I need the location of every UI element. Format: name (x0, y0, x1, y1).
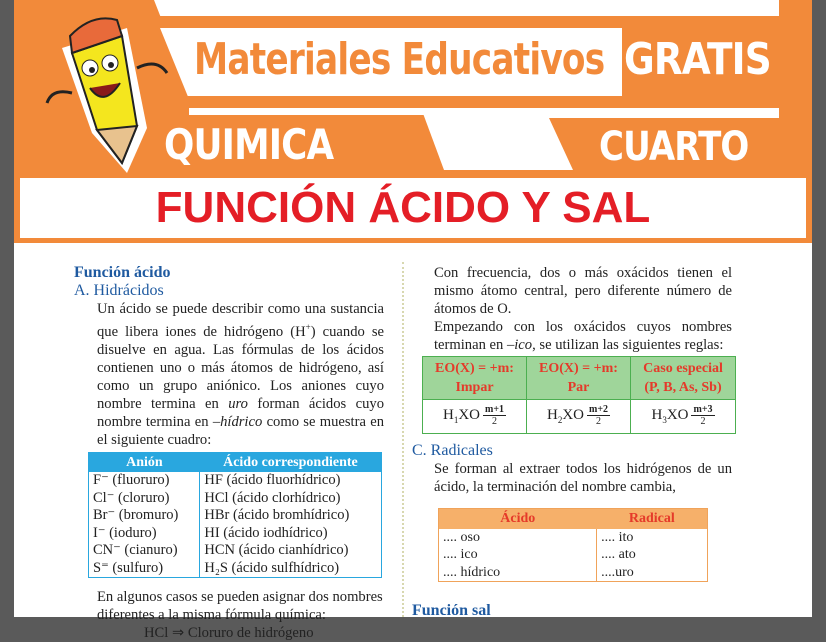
table-row: F⁻ (fluoruro) HF (ácido fluorhídrico) (89, 472, 382, 490)
table-row: S⁼ (sulfuro) H₂S (ácido sulfhídrico) (89, 560, 382, 578)
paragraph: Se forman al extraer todos los hidrógenos de un ácido, la terminación del nombre cambia, (434, 461, 732, 495)
pencil-mascot-icon (32, 8, 182, 178)
title-box (20, 178, 806, 238)
formula: HCl ⇒ Cloruro de hidrógeno (144, 625, 314, 642)
radical-table: Ácido Radical .... oso .... ito .... ico .... ato .... hídrico ....uro (438, 508, 708, 582)
subsection-heading: C. Radicales (412, 442, 493, 459)
section-heading: Función sal (412, 602, 491, 619)
table-row: $H_1XO$ $\frac{m+1}{2}$ $H_2XO$ $\frac{m+2}{2}$ $H_3XO$ $\frac{m+3}{2}$ (423, 400, 736, 434)
table-row: Cl⁻ (cloruro) HCl (ácido clorhídrico) (89, 490, 382, 508)
grade-text: CUARTO (599, 124, 749, 170)
left-column (74, 264, 384, 642)
section-heading: Función ácido (74, 264, 171, 281)
rules-table: EO(X) = +m: Impar EO(X) = +m: Par Caso especial (P, B, As, Sb) $H_1XO$ $\frac{m+1}{2}$ $H_2XO$ $\frac{m+2}{2}$ $H_3XO$ $\frac{m+3}{2}$ (422, 356, 736, 434)
right-column (412, 264, 732, 620)
subject-text: QUIMICA (164, 120, 334, 169)
table-row: .... oso .... ito (439, 529, 708, 547)
subsection-heading: A. Hidrácidos (74, 282, 164, 299)
document-page (14, 0, 812, 642)
paragraph: Empezando con los oxácidos cuyos nombres terminan en –ico, se utilizan las siguientes reglas: (434, 319, 732, 353)
table-row: CN⁻ (cianuro) HCN (ácido cianhídrico) (89, 542, 382, 560)
header-banner (14, 0, 812, 243)
gratis-text: GRATIS (624, 34, 771, 85)
paragraph: En algunos casos se pueden asignar dos nombres diferentes a la misma fórmula química: (97, 589, 383, 624)
table-row: I⁻ (ioduro) HI (ácido iodhídrico) (89, 525, 382, 543)
paragraph: Con frecuencia, dos o más oxácidos tienen el mismo átomo central, pero diferente número de átomos de O. (434, 265, 732, 317)
brand-text: Materiales Educativos (194, 34, 605, 85)
table-row: .... hídrico ....uro (439, 564, 708, 582)
table-row: .... ico .... ato (439, 546, 708, 564)
paragraph: Un ácido se puede describir como una sustancia que libera iones de hidrógeno (H+) cuando se disuelve en agua. Las fórmulas de los ácidos contienen uno o más átomos de hidrógeno, así como un grupo aniónico. Los aniones cuyo nombre termina en uro forman ácidos cuyo nombre termina en –hídrico como se muestra en el siguiente cuadro: (97, 301, 384, 448)
page-title: FUNCIÓN ÁCIDO Y SAL (155, 183, 651, 232)
column-divider (402, 262, 404, 617)
table-row: Br⁻ (bromuro) HBr (ácido bromhídrico) (89, 507, 382, 525)
hydracid-table: Anión Ácido correspondiente F⁻ (fluoruro) HF (ácido fluorhídrico) Cl⁻ (cloruro) HCl (ácido clorhídrico) Br⁻ (bromuro) HBr (ácido bromhídrico) I⁻ (ioduro) HI (ácido iodhídrico) CN⁻ (cianuro) HCN (ácido cianhídrico) S⁼ (sulfuro) H₂S (ácido sulfhídrico) (88, 452, 382, 579)
